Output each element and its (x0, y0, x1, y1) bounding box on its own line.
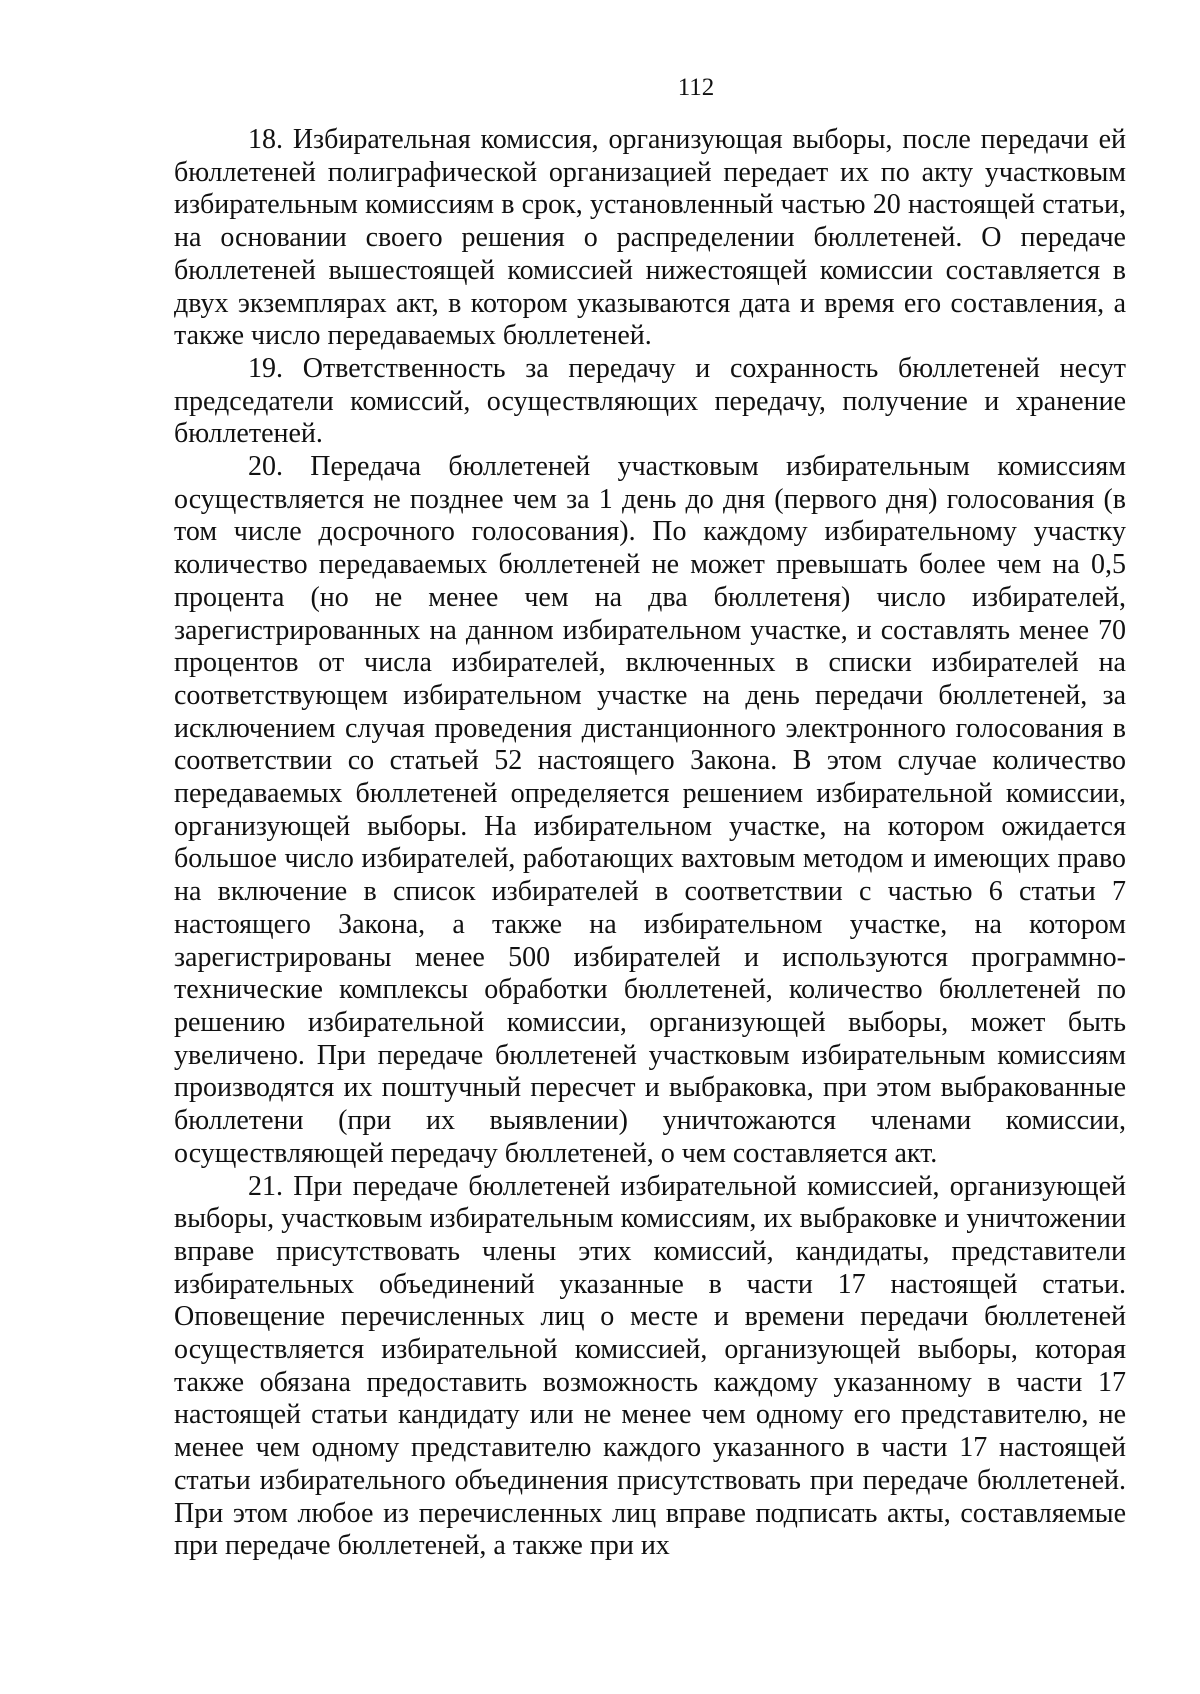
paragraph-21: 21. При передаче бюллетеней избирательной комиссией, организующей выборы, участковым избирательным комиссиям, их выбраковке и уничтожении вправе присутствовать члены этих комиссий, кандидаты, представители избирательных объединений указанные в части 17 настоящей статьи. Оповещение перечисленных лиц о месте и времени передачи бюллетеней осуществляется избирательной комиссией, организующей выборы, которая также обязана предоставить возможность каждому указанному в части 17 настоящей статьи кандидату или не менее чем одному его представителю, не менее чем одному представителю каждого указанного в части 17 настоящей статьи избирательного объединения присутствовать при передаче бюллетеней. При этом любое из перечисленных лиц вправе подписать акты, составляемые при передаче бюллетеней, а также при их (174, 1170, 1126, 1562)
document-body (174, 124, 1126, 1563)
paragraph-18: 18. Избирательная комиссия, организующая выборы, после передачи ей бюллетеней полиграфической организацией передает их по акту участковым избирательным комиссиям в срок, установленный частью 20 настоящей статьи, на основании своего решения о распределении бюллетеней. О передаче бюллетеней вышестоящей комиссией нижестоящей комиссии составляется в двух экземплярах акт, в котором указываются дата и время его составления, а также число передаваемых бюллетеней. (174, 124, 1126, 352)
page-number: 112 (677, 74, 715, 101)
paragraph-19: 19. Ответственность за передачу и сохранность бюллетеней несут председатели комиссий, осуществляющих передачу, получение и хранение бюллетеней. (174, 352, 1126, 450)
paragraph-20: 20. Передача бюллетеней участковым избирательным комиссиям осуществляется не позднее чем за 1 день до дня (первого дня) голосования (в том числе досрочного голосования). По каждому избирательному участку количество передаваемых бюллетеней не может превышать более чем на 0,5 процента (но не менее чем на два бюллетеня) число избирателей, зарегистрированных на данном избирательном участке, и составлять менее 70 процентов от числа избирателей, включенных в списки избирателей на соответствующем избирательном участке на день передачи бюллетеней, за исключением случая проведения дистанционного электронного голосования в соответствии со статьей 52 настоящего Закона. В этом случае количество передаваемых бюллетеней определяется решением избирательной комиссии, организующей выборы. На избирательном участке, на котором ожидается большое число избирателей, работающих вахтовым методом и имеющих право на включение в список избирателей в соответствии с частью 6 статьи 7 настоящего Закона, а также на избирательном участке, на котором зарегистрированы менее 500 избирателей и используются программно-технические комплексы обработки бюллетеней, количество бюллетеней по решению избирательной комиссии, организующей выборы, может быть увеличено. При передаче бюллетеней участковым избирательным комиссиям производятся их поштучный пересчет и выбраковка, при этом выбракованные бюллетени (при их выявлении) уничтожаются членами комиссии, осуществляющей передачу бюллетеней, о чем составляется акт. (174, 451, 1126, 1169)
